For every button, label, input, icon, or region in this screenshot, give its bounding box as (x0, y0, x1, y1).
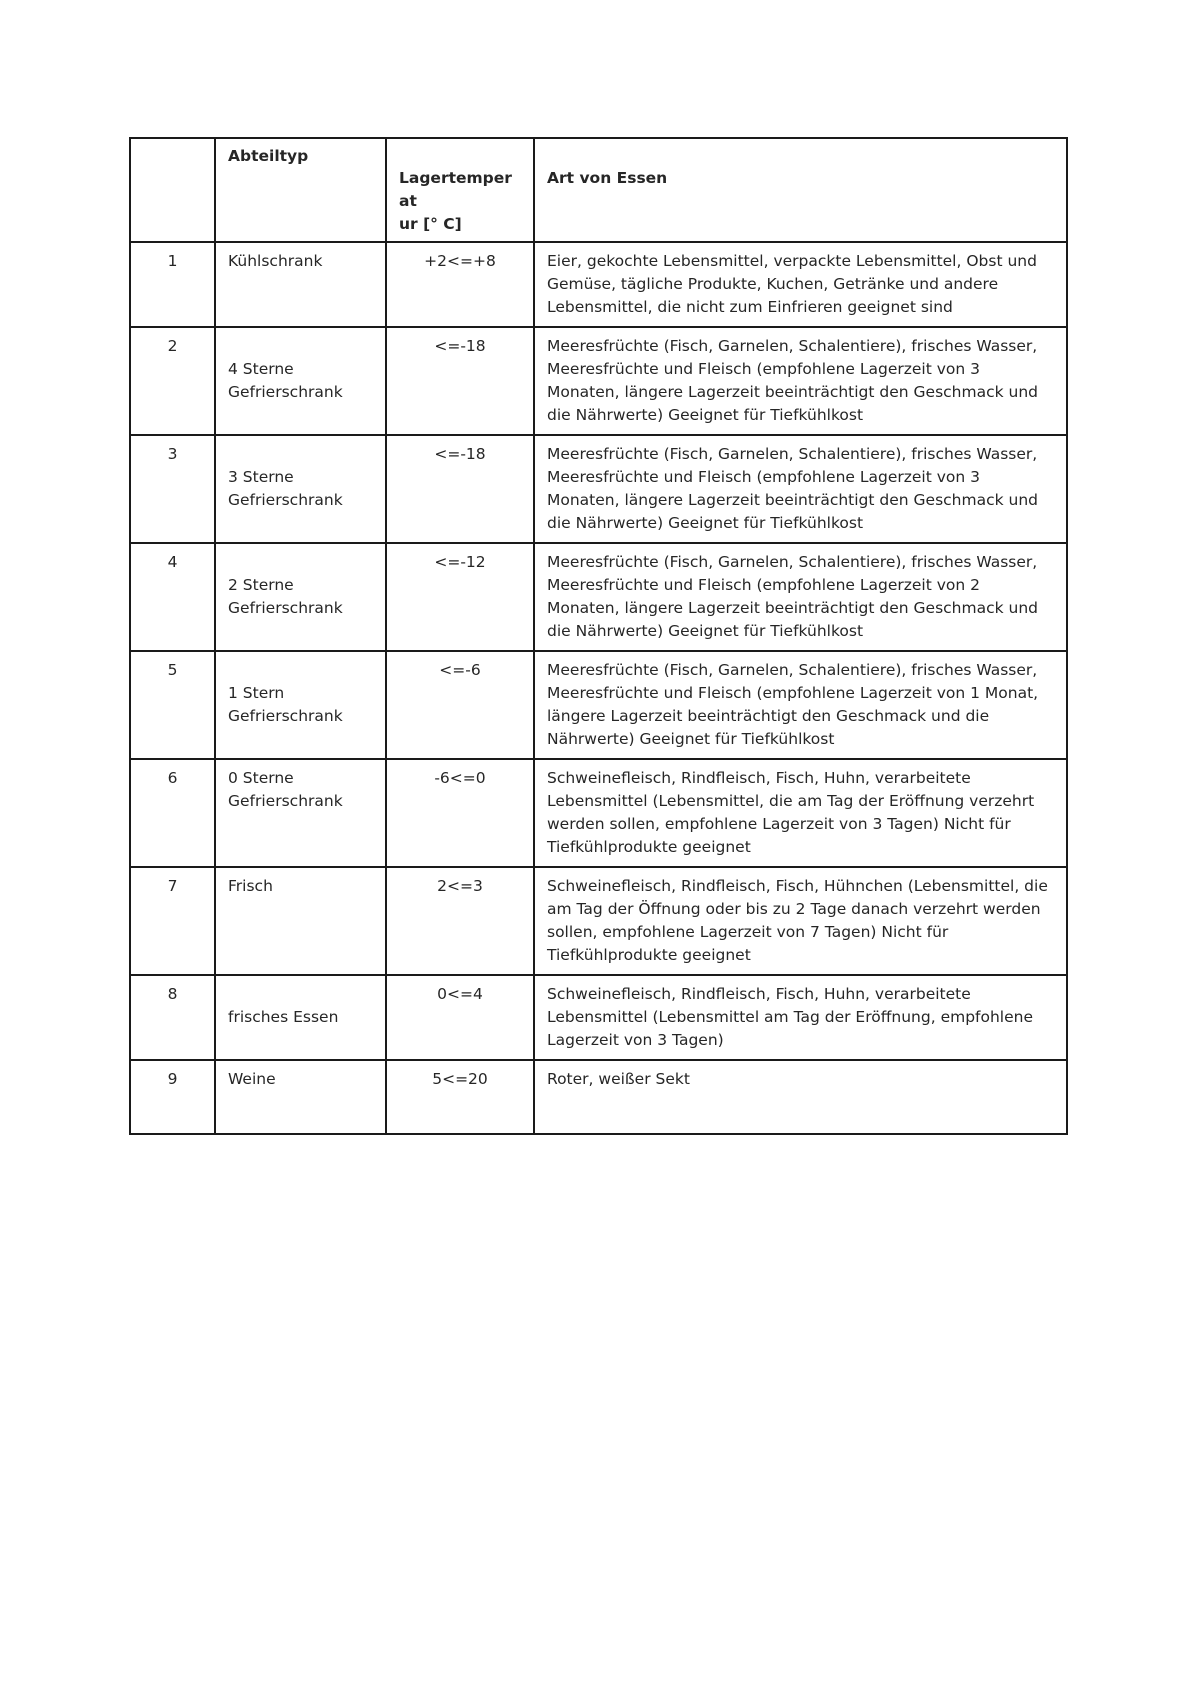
table-row (130, 543, 1067, 651)
storage-temperature: 5<=20 (386, 1060, 534, 1134)
row-number: 2 (130, 327, 215, 435)
compartment-type-line2: Gefrierschrank (228, 491, 343, 509)
food-type: Eier, gekochte Lebensmittel, verpackte Lebensmittel, Obst und Gemüse, tägliche Produkte, Kuchen, Getränke und andere Lebensmittel, die nicht zum Einfrieren geeignet sind (534, 242, 1067, 327)
compartment-type (215, 651, 386, 759)
compartment-type (215, 1060, 386, 1134)
compartment-type-line1: 0 Sterne (228, 769, 294, 787)
table-row (130, 867, 1067, 975)
row-number: 7 (130, 867, 215, 975)
food-type: Schweinefleisch, Rindfleisch, Fisch, Huhn, verarbeitete Lebensmittel (Lebensmittel, die am Tag der Eröffnung verzehrt werden sollen, empfohlene Lagerzeit von 3 Tagen) Nicht für Tiefkühlprodukte geeignet (534, 759, 1067, 867)
storage-temperature: -6<=0 (386, 759, 534, 867)
row-number: 6 (130, 759, 215, 867)
header-storage-temperature-line1: Lagertemperat (399, 169, 512, 210)
compartment-type-line2: Gefrierschrank (228, 599, 343, 617)
food-type: Meeresfrüchte (Fisch, Garnelen, Schalentiere), frisches Wasser, Meeresfrüchte und Fleisch (empfohlene Lagerzeit von 1 Monat, längere Lagerzeit beeinträchtigt den Geschmack und die Nährwerte) Geeignet für Tiefkühlkost (534, 651, 1067, 759)
header-food-type: Art von Essen (534, 138, 1067, 242)
compartment-type (215, 867, 386, 975)
row-number: 9 (130, 1060, 215, 1134)
compartment-type-line1: 2 Sterne (228, 576, 294, 594)
compartment-type-line1: Frisch (228, 877, 273, 895)
compartment-type-line2: Gefrierschrank (228, 707, 343, 725)
table-row (130, 435, 1067, 543)
compartment-type (215, 327, 386, 435)
table-row (130, 327, 1067, 435)
header-storage-temperature-line2: ur [° C] (399, 215, 462, 233)
compartment-type (215, 242, 386, 327)
storage-temperature: <=-6 (386, 651, 534, 759)
table-row (130, 651, 1067, 759)
storage-temperature: 2<=3 (386, 867, 534, 975)
compartment-type (215, 435, 386, 543)
row-number: 5 (130, 651, 215, 759)
compartment-type-line2: Gefrierschrank (228, 383, 343, 401)
compartment-type-line1: 4 Sterne (228, 360, 294, 378)
row-number: 8 (130, 975, 215, 1060)
storage-temperature: <=-12 (386, 543, 534, 651)
row-number: 1 (130, 242, 215, 327)
compartment-type-line1: Kühlschrank (228, 252, 323, 270)
compartment-type (215, 759, 386, 867)
food-type: Schweinefleisch, Rindfleisch, Fisch, Hühnchen (Lebensmittel, die am Tag der Öffnung oder bis zu 2 Tage danach verzehrt werden sollen, empfohlene Lagerzeit von 7 Tagen) Nicht für Tiefkühlprodukte geeignet (534, 867, 1067, 975)
food-type: Schweinefleisch, Rindfleisch, Fisch, Huhn, verarbeitete Lebensmittel (Lebensmittel am Tag der Eröffnung, empfohlene Lagerzeit von 3 Tagen) (534, 975, 1067, 1060)
table-row (130, 975, 1067, 1060)
header-compartment-type: Abteiltyp (215, 138, 386, 242)
table-row (130, 759, 1067, 867)
compartment-type-line1: 1 Stern (228, 684, 285, 702)
food-type: Meeresfrüchte (Fisch, Garnelen, Schalentiere), frisches Wasser, Meeresfrüchte und Fleisch (empfohlene Lagerzeit von 2 Monaten, längere Lagerzeit beeinträchtigt den Geschmack und die Nährwerte) Geeignet für Tiefkühlkost (534, 543, 1067, 651)
header-number (130, 138, 215, 242)
compartment-type-line1: 3 Sterne (228, 468, 294, 486)
header-storage-temperature (386, 138, 534, 242)
table-row (130, 242, 1067, 327)
table-header-row (130, 138, 1067, 242)
compartment-type-line2: Gefrierschrank (228, 792, 343, 810)
compartment-type-line1: Weine (228, 1070, 276, 1088)
storage-temperature: +2<=+8 (386, 242, 534, 327)
food-type: Meeresfrüchte (Fisch, Garnelen, Schalentiere), frisches Wasser, Meeresfrüchte und Fleisch (empfohlene Lagerzeit von 3 Monaten, längere Lagerzeit beeinträchtigt den Geschmack und die Nährwerte) Geeignet für Tiefkühlkost (534, 327, 1067, 435)
compartment-type-line1: frisches Essen (228, 1008, 339, 1026)
storage-temperature: <=-18 (386, 327, 534, 435)
row-number: 3 (130, 435, 215, 543)
food-type: Meeresfrüchte (Fisch, Garnelen, Schalentiere), frisches Wasser, Meeresfrüchte und Fleisch (empfohlene Lagerzeit von 3 Monaten, längere Lagerzeit beeinträchtigt den Geschmack und die Nährwerte) Geeignet für Tiefkühlkost (534, 435, 1067, 543)
storage-temperature: <=-18 (386, 435, 534, 543)
compartment-type (215, 975, 386, 1060)
storage-temperature: 0<=4 (386, 975, 534, 1060)
row-number: 4 (130, 543, 215, 651)
table-row (130, 1060, 1067, 1134)
food-type: Roter, weißer Sekt (534, 1060, 1067, 1134)
compartment-type (215, 543, 386, 651)
storage-table (129, 137, 1068, 1135)
